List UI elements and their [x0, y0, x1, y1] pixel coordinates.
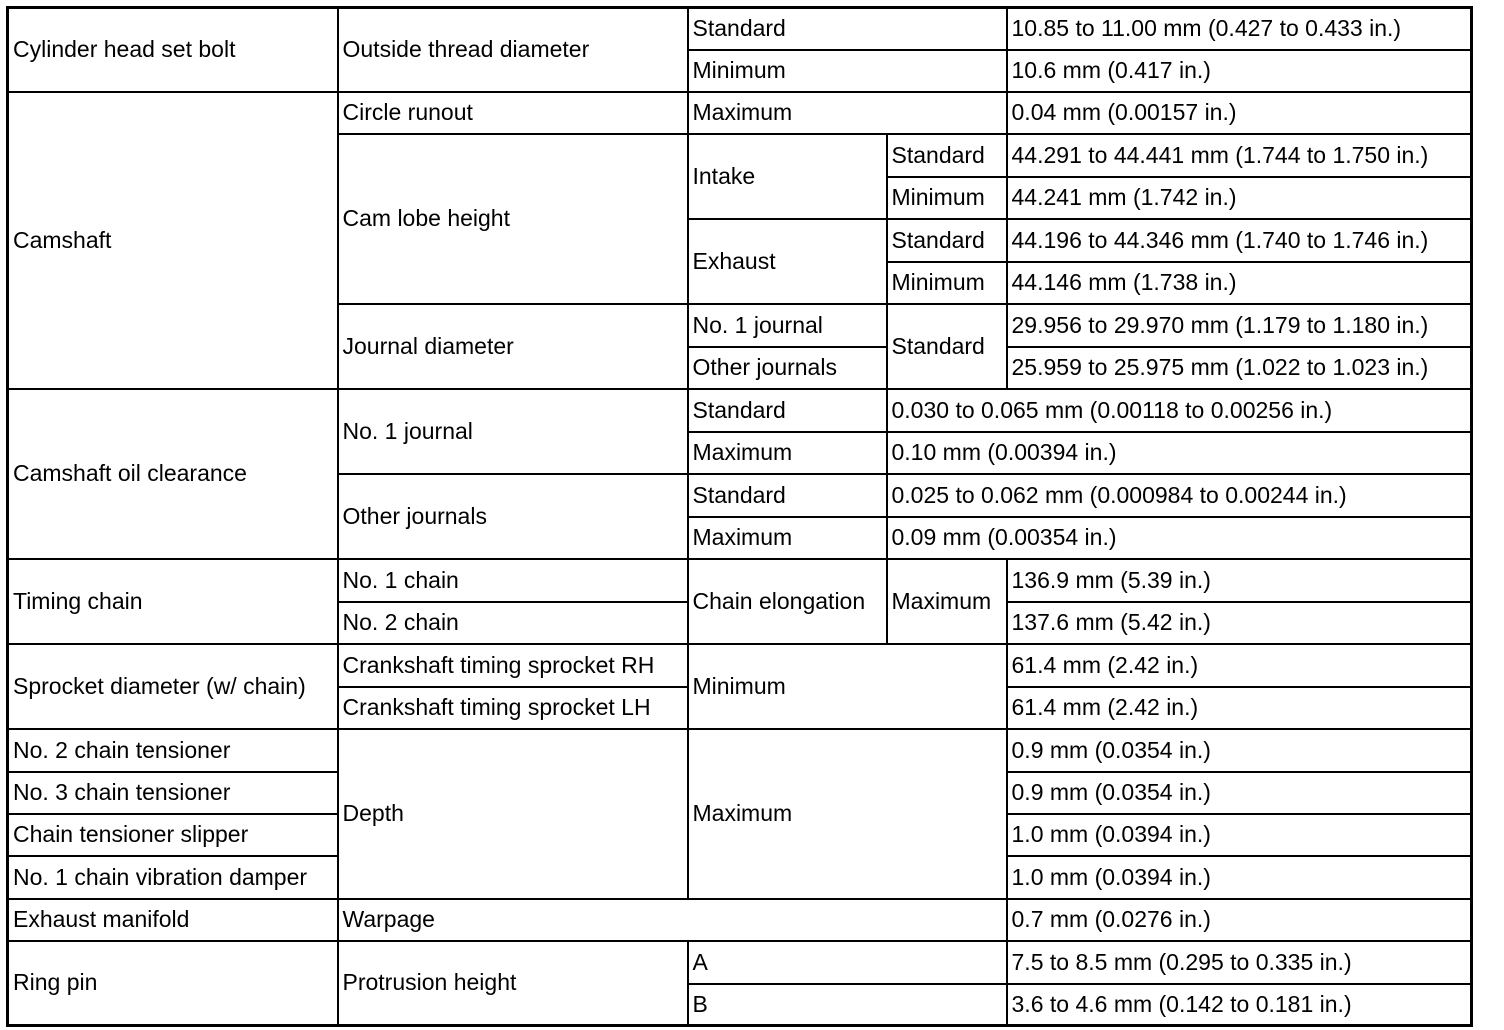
item-cell: Ring pin — [8, 941, 338, 1026]
item-cell: Sprocket diameter (w/ chain) — [8, 644, 338, 729]
limit-label-cell: Standard — [688, 8, 1007, 50]
table-row — [8, 92, 1472, 134]
value-cell: 61.4 mm (2.42 in.) — [1007, 644, 1472, 687]
value-cell: 61.4 mm (2.42 in.) — [1007, 687, 1472, 729]
sub-parameter-cell: B — [688, 984, 1007, 1026]
value-cell: 44.241 mm (1.742 in.) — [1007, 177, 1472, 219]
sub-parameter-cell: Intake — [688, 134, 887, 219]
limit-label-cell: Standard — [887, 304, 1007, 389]
sub-parameter-cell: Other journals — [688, 347, 887, 389]
table-row — [8, 729, 1472, 772]
table-row — [8, 941, 1472, 984]
value-cell: 3.6 to 4.6 mm (0.142 to 0.181 in.) — [1007, 984, 1472, 1026]
item-cell: No. 2 chain tensioner — [8, 729, 338, 772]
limit-label-cell: Maximum — [688, 432, 887, 474]
parameter-cell: Outside thread diameter — [338, 8, 688, 92]
value-cell: 136.9 mm (5.39 in.) — [1007, 559, 1472, 602]
limit-label-cell: Standard — [887, 219, 1007, 262]
value-cell: 0.025 to 0.062 mm (0.000984 to 0.00244 in.) — [887, 474, 1472, 517]
parameter-cell: No. 2 chain — [338, 602, 688, 644]
sub-parameter-cell: A — [688, 941, 1007, 984]
sub-parameter-cell: Exhaust — [688, 219, 887, 304]
value-cell: 44.146 mm (1.738 in.) — [1007, 262, 1472, 304]
table-row — [8, 389, 1472, 432]
limit-label-cell: Maximum — [688, 92, 1007, 134]
parameter-cell: Warpage — [338, 899, 1007, 941]
value-cell: 0.9 mm (0.0354 in.) — [1007, 729, 1472, 772]
value-cell: 10.6 mm (0.417 in.) — [1007, 50, 1472, 92]
limit-label-cell: Minimum — [887, 262, 1007, 304]
parameter-cell: Circle runout — [338, 92, 688, 134]
sub-parameter-cell: Chain elongation — [688, 559, 887, 644]
value-cell: 0.9 mm (0.0354 in.) — [1007, 772, 1472, 814]
sub-parameter-cell: No. 1 journal — [688, 304, 887, 347]
value-cell: 25.959 to 25.975 mm (1.022 to 1.023 in.) — [1007, 347, 1472, 389]
value-cell: 44.291 to 44.441 mm (1.744 to 1.750 in.) — [1007, 134, 1472, 177]
item-cell: Camshaft oil clearance — [8, 389, 338, 559]
parameter-cell: No. 1 chain — [338, 559, 688, 602]
limit-label-cell: Standard — [887, 134, 1007, 177]
parameter-cell: Protrusion height — [338, 941, 688, 1026]
limit-label-cell: Standard — [688, 474, 887, 517]
parameter-cell: Other journals — [338, 474, 688, 559]
limit-label-cell: Maximum — [887, 559, 1007, 644]
item-cell: Cylinder head set bolt — [8, 8, 338, 92]
value-cell: 0.030 to 0.065 mm (0.00118 to 0.00256 in.) — [887, 389, 1472, 432]
parameter-cell: Crankshaft timing sprocket RH — [338, 644, 688, 687]
item-cell: No. 1 chain vibration damper — [8, 856, 338, 899]
value-cell: 0.04 mm (0.00157 in.) — [1007, 92, 1472, 134]
value-cell: 0.10 mm (0.00394 in.) — [887, 432, 1472, 474]
item-cell: Camshaft — [8, 92, 338, 389]
value-cell: 0.09 mm (0.00354 in.) — [887, 517, 1472, 559]
limit-label-cell: Minimum — [688, 644, 1007, 729]
value-cell: 1.0 mm (0.0394 in.) — [1007, 814, 1472, 856]
limit-label-cell: Maximum — [688, 729, 1007, 899]
table-row — [8, 559, 1472, 602]
value-cell: 137.6 mm (5.42 in.) — [1007, 602, 1472, 644]
table-row — [8, 8, 1472, 50]
item-cell: Chain tensioner slipper — [8, 814, 338, 856]
value-cell: 29.956 to 29.970 mm (1.179 to 1.180 in.) — [1007, 304, 1472, 347]
value-cell: 1.0 mm (0.0394 in.) — [1007, 856, 1472, 899]
table-row — [8, 644, 1472, 687]
specification-table — [6, 6, 1473, 1027]
item-cell: Timing chain — [8, 559, 338, 644]
limit-label-cell: Maximum — [688, 517, 887, 559]
parameter-cell: Crankshaft timing sprocket LH — [338, 687, 688, 729]
parameter-cell: Journal diameter — [338, 304, 688, 389]
limit-label-cell: Standard — [688, 389, 887, 432]
limit-label-cell: Minimum — [688, 50, 1007, 92]
limit-label-cell: Minimum — [887, 177, 1007, 219]
table-row — [8, 899, 1472, 941]
parameter-cell: Cam lobe height — [338, 134, 688, 304]
parameter-cell: Depth — [338, 729, 688, 899]
value-cell: 10.85 to 11.00 mm (0.427 to 0.433 in.) — [1007, 8, 1472, 50]
parameter-cell: No. 1 journal — [338, 389, 688, 474]
item-cell: No. 3 chain tensioner — [8, 772, 338, 814]
value-cell: 7.5 to 8.5 mm (0.295 to 0.335 in.) — [1007, 941, 1472, 984]
value-cell: 0.7 mm (0.0276 in.) — [1007, 899, 1472, 941]
item-cell: Exhaust manifold — [8, 899, 338, 941]
value-cell: 44.196 to 44.346 mm (1.740 to 1.746 in.) — [1007, 219, 1472, 262]
